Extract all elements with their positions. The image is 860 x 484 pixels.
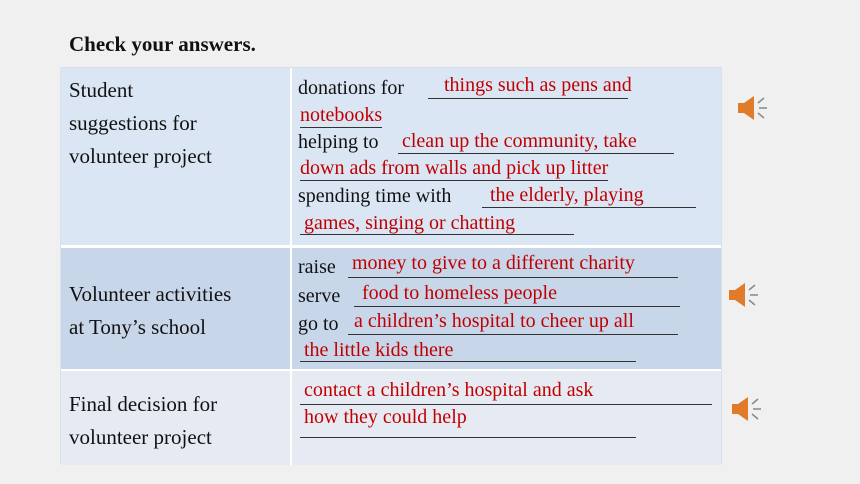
line-prefix: spending time with [298, 185, 452, 207]
table-row [61, 248, 721, 369]
answer-blank [348, 277, 678, 278]
answer-blank [398, 153, 674, 154]
row-label-line: at Tony’s school [69, 315, 206, 339]
answer-blank [482, 207, 696, 208]
row-content-cell [292, 248, 721, 369]
speaker-icon[interactable] [727, 280, 761, 310]
speaker-icon[interactable] [730, 394, 764, 424]
answer-text: clean up the community, take [402, 130, 637, 152]
row-label-line: Final decision for [69, 392, 218, 416]
line-prefix: raise [298, 256, 336, 278]
answer-text: games, singing or chatting [304, 212, 516, 234]
table-row [61, 68, 721, 245]
speaker-icon-graphic [727, 280, 761, 310]
row-label-cell [61, 68, 290, 245]
line-prefix: donations for [298, 77, 405, 99]
row-label-line: volunteer project [69, 425, 212, 449]
column-divider [290, 68, 292, 245]
column-divider [290, 371, 292, 465]
speaker-icon-graphic [730, 394, 764, 424]
answer-text: the little kids there [304, 339, 454, 361]
row-label-line: volunteer project [69, 144, 212, 168]
row-label-line: Volunteer activities [69, 282, 232, 306]
line-prefix: serve [298, 285, 341, 307]
answer-text: notebooks [300, 104, 383, 126]
answer-text: the elderly, playing [490, 184, 644, 206]
answer-blank [428, 98, 628, 99]
answer-blank [354, 306, 680, 307]
line-prefix: go to [298, 313, 339, 335]
column-divider [290, 248, 292, 369]
speaker-icon-graphic [736, 93, 770, 123]
answer-text: down ads from walls and pick up litter [300, 157, 609, 179]
answer-text: food to homeless people [362, 282, 557, 304]
page-title: Check your answers. [69, 32, 256, 56]
speaker-icon[interactable] [736, 93, 770, 123]
answer-text: things such as pens and [444, 74, 632, 96]
row-label-line: Student [69, 78, 134, 102]
answer-text: how they could help [304, 406, 467, 428]
table-row [61, 371, 721, 465]
row-label-cell [61, 248, 290, 369]
answer-text: contact a children’s hospital and ask [304, 379, 594, 401]
answer-text: a children’s hospital to cheer up all [354, 310, 634, 332]
row-content-cell [292, 68, 721, 245]
line-prefix: helping to [298, 131, 379, 153]
answer-blank [348, 334, 678, 335]
answer-blank [300, 437, 636, 438]
row-label-line: suggestions for [69, 111, 197, 135]
row-label-cell [61, 371, 290, 465]
row-content-cell [292, 371, 721, 465]
answers-table [60, 67, 722, 464]
answer-text: money to give to a different charity [352, 252, 635, 274]
